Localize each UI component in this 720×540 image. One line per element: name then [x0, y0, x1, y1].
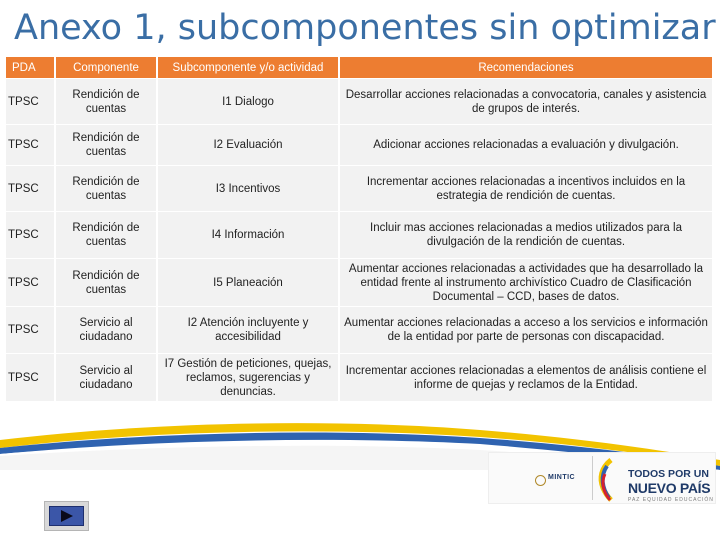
cell-recomendacion: Adicionar acciones relacionadas a evaluación y divulgación. — [340, 125, 712, 165]
mintic-logo: MINTIC — [548, 474, 576, 481]
nav-button-face[interactable] — [49, 506, 84, 526]
colombia-seal-icon — [535, 475, 546, 486]
cell-pda: TPSC — [6, 125, 56, 165]
subcomponents-table — [6, 56, 712, 402]
cell-pda: TPSC — [6, 307, 56, 353]
logo-divider — [592, 456, 593, 500]
cell-subcomponente: I3 Incentivos — [158, 166, 340, 211]
cell-componente: Rendición de cuentas — [56, 259, 158, 306]
cell-subcomponente: I5 Planeación — [158, 259, 340, 306]
cell-subcomponente: I4 Información — [158, 212, 340, 258]
play-arrow-icon — [61, 510, 73, 522]
cell-pda: TPSC — [6, 259, 56, 306]
cell-componente: Rendición de cuentas — [56, 166, 158, 211]
colombia-flag-icon — [597, 458, 625, 502]
table-row — [6, 259, 712, 306]
next-slide-button[interactable] — [44, 501, 89, 531]
cell-pda: TPSC — [6, 212, 56, 258]
cell-pda: TPSC — [6, 354, 56, 401]
table-row — [6, 125, 712, 165]
page-title: Anexo 1, subcomponentes sin optimizar — [14, 8, 716, 48]
cell-subcomponente: I2 Evaluación — [158, 125, 340, 165]
table-row — [6, 166, 712, 211]
table-row — [6, 79, 712, 124]
cell-componente: Servicio al ciudadano — [56, 307, 158, 353]
cell-recomendacion: Aumentar acciones relacionadas a acceso a los servicios e información de la entidad por parte de personas con discapacidad. — [340, 307, 712, 353]
cell-pda: TPSC — [6, 166, 56, 211]
slogan-todos-por-un: TODOS POR UN — [628, 468, 709, 480]
table-row — [6, 354, 712, 401]
table-header-row — [6, 57, 712, 78]
cell-componente: Rendición de cuentas — [56, 79, 158, 124]
cell-pda: TPSC — [6, 79, 56, 124]
header-recomendaciones: Recomendaciones — [340, 57, 712, 78]
cell-subcomponente: I7 Gestión de peticiones, quejas, reclamos, sugerencias y denuncias. — [158, 354, 340, 401]
slogan-nuevo-pais: NUEVO PAÍS — [628, 480, 711, 496]
header-pda: PDA — [6, 57, 56, 78]
cell-recomendacion: Aumentar acciones relacionadas a actividades que ha desarrollado la entidad frente al instrumento archivístico Cuadro de Clasificación Documental – CCD, bases de datos. — [340, 259, 712, 306]
cell-componente: Rendición de cuentas — [56, 125, 158, 165]
cell-subcomponente: I2 Atención incluyente y accesibilidad — [158, 307, 340, 353]
cell-recomendacion: Incluir mas acciones relacionadas a medios utilizados para la divulgación de la rendición de cuentas. — [340, 212, 712, 258]
cell-recomendacion: Incrementar acciones relacionadas a elementos de análisis contiene el informe de quejas y reclamos de la Entidad. — [340, 354, 712, 401]
cell-componente: Rendición de cuentas — [56, 212, 158, 258]
table-row — [6, 307, 712, 353]
table-row — [6, 212, 712, 258]
cell-recomendacion: Incrementar acciones relacionadas a incentivos incluidos en la estrategia de rendición de cuentas. — [340, 166, 712, 211]
cell-recomendacion: Desarrollar acciones relacionadas a convocatoria, canales y asistencia de grupos de interés. — [340, 79, 712, 124]
header-subcomponente: Subcomponente y/o actividad — [158, 57, 340, 78]
slogan-tagline: PAZ EQUIDAD EDUCACIÓN — [628, 497, 714, 503]
header-componente: Componente — [56, 57, 158, 78]
cell-componente: Servicio al ciudadano — [56, 354, 158, 401]
cell-subcomponente: I1 Dialogo — [158, 79, 340, 124]
